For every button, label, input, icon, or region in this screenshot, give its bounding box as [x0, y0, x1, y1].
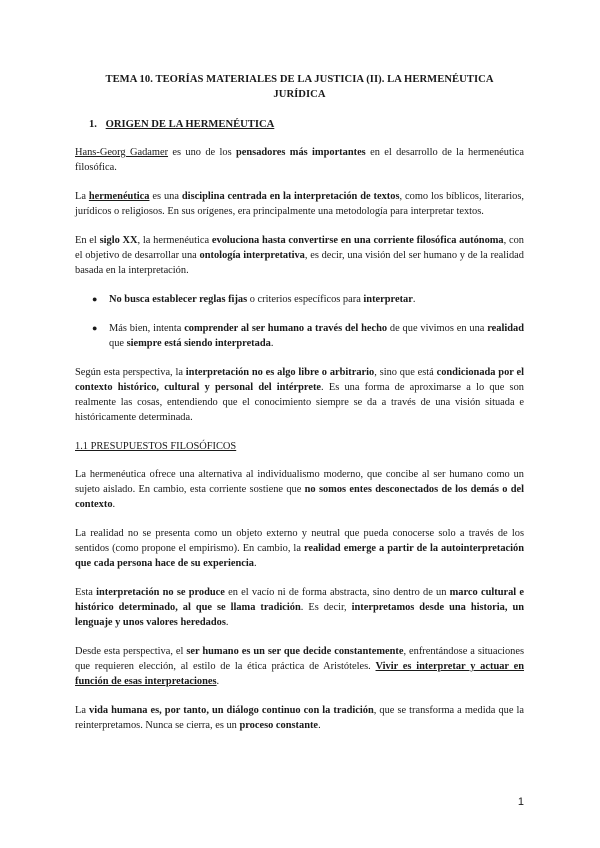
paragraph-hermeneutica: La hermenéutica es una disciplina centrada en la interpretación de textos, como los bíblicos, literarios, jurídicos o religiosos. En sus orígenes, era principalmente una metodología para interpretar textos. — [75, 191, 525, 217]
page-number: 1 — [517, 796, 524, 808]
document-title — [75, 72, 524, 102]
paragraph-gadamer: Hans-Georg Gadamer es uno de los pensadores más importantes en el desarrollo de la hermenéutica filosófica. — [75, 147, 524, 173]
paragraph-ser-humano: Desde esta perspectiva, el ser humano es un ser que decide constantemente, enfrentándose a situaciones que requieren elección, al estilo de la ética práctica de Aristóteles. Vivir es interpretar y actuar en función de esas interpretaciones. — [75, 646, 525, 687]
paragraph-interpretacion: Esta interpretación no se produce en el vacío ni de forma abstracta, sino dentro de un marco cultural e histórico determinado, al que se llama tradición. Es decir, interpretamos desde una historia, un lenguaje y unos valores heredados. — [75, 587, 525, 628]
paragraph-perspectiva: Según esta perspectiva, la interpretación no es algo libre o arbitrario, sino que está condicionada por el contexto histórico, cultural y personal del intérprete. Es una forma de aproximarse a lo que son realmente las cosas, entendiendo que el conocimiento siempre se da a través de una visión situada e históricamente determinada. — [75, 367, 525, 423]
section-title: ORIGEN DE LA HERMENÉUTICA — [105, 119, 275, 130]
section-number: 1. — [89, 119, 97, 130]
bullet-icon: ● — [92, 294, 98, 304]
section-heading-1-1: 1.1 PRESUPUESTOS FILOSÓFICOS — [75, 441, 237, 452]
paragraph-individualismo: La hermenéutica ofrece una alternativa al individualismo moderno, que concibe al ser humano como un sujeto aislado. En cambio, esta corriente sostiene que no somos entes desconectados de los demás o del contexto. — [75, 469, 524, 510]
list-item: ● Más bien, intenta comprender al ser humano a través del hecho de que vivimos en una realidad que siempre está siendo interpretada. — [92, 323, 524, 349]
bullet-icon: ● — [92, 323, 98, 333]
paragraph-siglo-xx: En el siglo XX, la hermenéutica evoluciona hasta convertirse en una corriente filosófica autónoma, con el objetivo de desarrollar una ontología interpretativa, es decir, una visión del ser humano y de la realidad basada en la interpretación. — [75, 235, 524, 276]
bullet-list — [75, 292, 524, 351]
title-line-2: JURÍDICA — [273, 89, 326, 100]
author-name: Hans-Georg Gadamer — [75, 147, 169, 158]
paragraph-vida-humana: La vida humana es, por tanto, un diálogo continuo con la tradición, que se transforma a medida que la reinterpretamos. Nunca se cierra, es un proceso constante. — [75, 705, 524, 731]
list-item: ● No busca establecer reglas fijas o criterios específicos para interpretar. — [92, 294, 416, 305]
paragraph-realidad: La realidad no se presenta como un objeto externo y neutral que pueda conocerse solo a través de los sentidos (como propone el empirismo). En cambio, la realidad emerge a partir de la autointerpretación que cada persona hace de su experiencia. — [75, 528, 524, 569]
title-line-1: TEMA 10. TEORÍAS MATERIALES DE LA JUSTICIA (II). LA HERMENÉUTICA — [105, 74, 494, 85]
section-heading-1 — [89, 117, 524, 132]
